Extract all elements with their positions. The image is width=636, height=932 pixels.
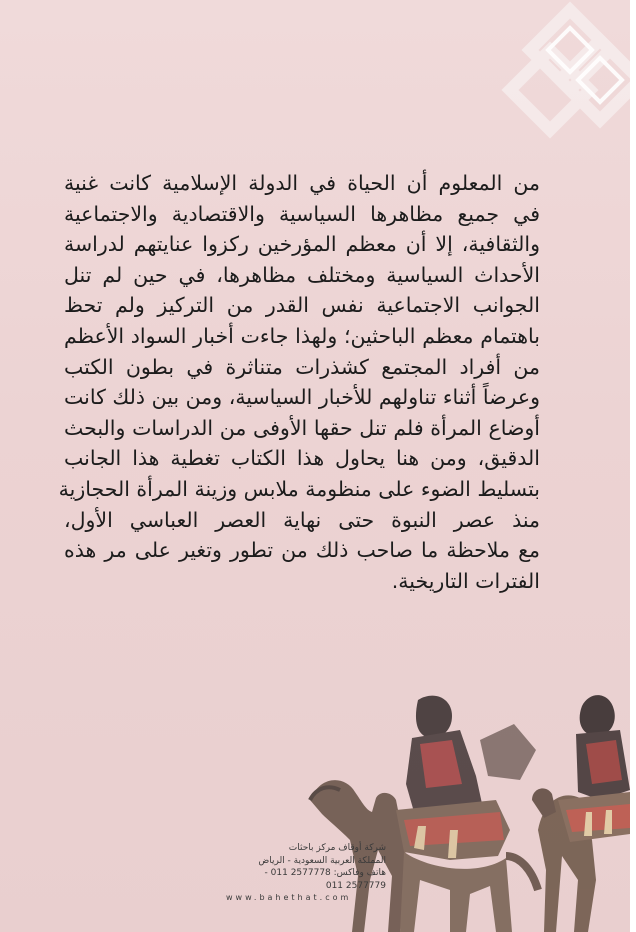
blurb-line: مع ملاحظة ما صاحب ذلك من تطور وتغير على مر هذه xyxy=(64,538,540,563)
geometric-logo-icon xyxy=(490,0,630,150)
page-edge xyxy=(630,0,636,932)
blurb-line: في جميع مظاهرها السياسية والاقتصادية والاجتماعية xyxy=(64,201,540,226)
blurb-text xyxy=(58,168,540,596)
blurb-line: منذ عصر النبوة حتى نهاية العصر العباسي الأول، xyxy=(64,507,540,532)
blurb-line: وعرضاً أثناء تناولهم للأخبار السياسية، ومن بين ذلك كانت xyxy=(64,385,540,410)
publisher-address: المملكة العربية السعودية - الرياض xyxy=(258,855,386,866)
blurb-line: من أفراد المجتمع كشذرات متناثرة في بطون الكتب xyxy=(64,354,540,379)
blurb-line: والثقافية، إلا أن معظم المؤرخين ركزوا عنايتهم لدراسة xyxy=(64,232,540,257)
blurb-line: أوضاع المرأة فلم تنل حقها الأوفى من الدراسات والبحث xyxy=(64,415,540,440)
publisher-phone: هاتف وفاكس: 2577778 011 - 2577779 011 xyxy=(264,868,386,891)
blurb-line: الأحداث السياسية ومختلف مظاهرها، في حين لم تنل xyxy=(64,262,540,287)
blurb-line: الدقيق، ومن هنا يحاول هذا الكتاب تغطية هذا الجانب xyxy=(64,446,540,471)
publisher-website: www.bahethat.com xyxy=(226,893,352,902)
blurb-line: الجوانب الاجتماعية نفس القدر من التركيز ولم تحظ xyxy=(64,293,540,318)
publisher-name: شركة أوقاف مركز باحثات xyxy=(288,843,386,853)
blurb-line: باهتمام معظم الباحثين؛ ولهذا جاءت أخبار السواد الأعظم xyxy=(64,323,540,348)
blurb-line: الفترات التاريخية. xyxy=(391,568,540,593)
publisher-info xyxy=(226,842,386,905)
blurb-line: من المعلوم أن الحياة في الدولة الإسلامية كانت غنية xyxy=(64,171,540,195)
blurb-line: بتسليط الضوء على منظومة ملابس وزينة المرأة الحجازية xyxy=(58,476,540,501)
